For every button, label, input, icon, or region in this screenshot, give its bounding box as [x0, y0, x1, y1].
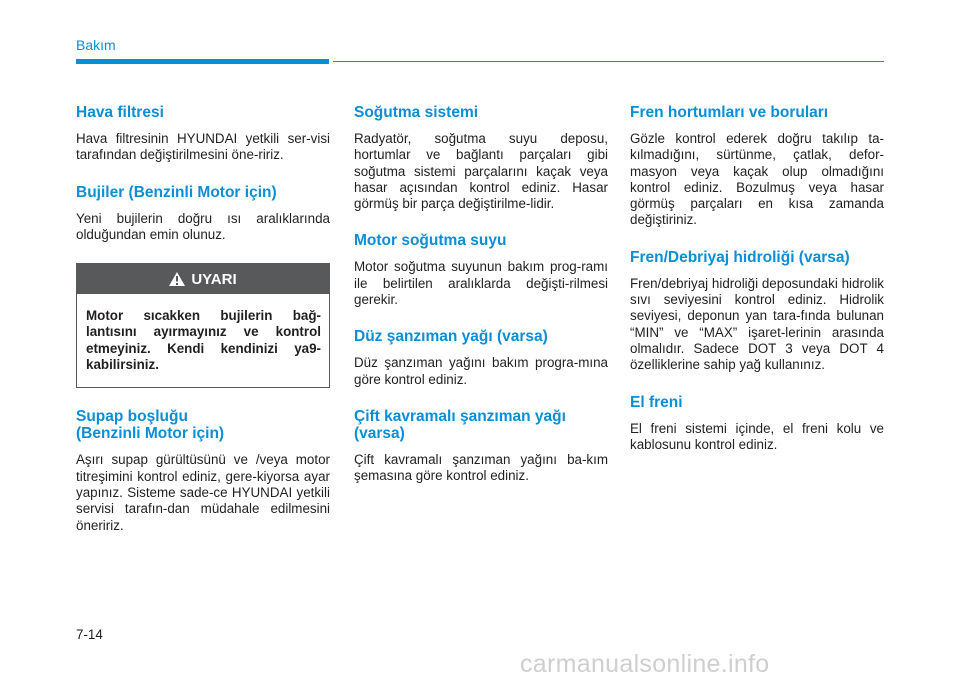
- warning-header: [77, 264, 329, 294]
- heading-dct-oil: [354, 408, 608, 442]
- heading-air-filter: Hava filtresi: [76, 104, 164, 121]
- heading-cooling-system: Soğutma sistemi: [354, 104, 479, 121]
- watermark: carmanualsonline.info: [520, 650, 770, 678]
- heading-parking-brake: El freni: [630, 393, 683, 411]
- column-right: [630, 104, 884, 473]
- header-rule-thin: [333, 61, 884, 62]
- text-parking-brake: El freni sistemi içinde, el freni kolu ve kablosunu kontrol ediniz.: [630, 420, 884, 452]
- text-spark-plugs: Yeni bujilerin doğru ısı aralıklarında olduğundan emin olunuz.: [76, 210, 330, 242]
- page-number: 7-14: [76, 627, 103, 642]
- text-engine-coolant: Motor soğutma suyunun bakım prog-ramı ile belirtilen aralıklarda değişti-rilmesi gerekir.: [354, 259, 608, 308]
- heading-brake-hoses: Fren hortumları ve boruları: [630, 104, 829, 121]
- header-rule-thick: [76, 59, 329, 64]
- column-left: [76, 104, 330, 554]
- heading-valve-clearance-line2: (Benzinli Motor için): [76, 425, 225, 443]
- text-air-filter: Hava filtresinin HYUNDAI yetkili ser-visi tarafından değiştirilmesini öne-ririz.: [76, 131, 330, 163]
- text-brake-clutch-fluid: Fren/debriyaj hidroliği deposundaki hidrolik sıvı seviyesini kontrol ediniz. Hidrolik seviyesi, deponun yan tara-fında bulunan “MIN” ve “MAX” işaret-lerinin arasında olmalıdır. Sadece DOT 3 veya DOT 4 özelliklerine sahip yağ kullanınız.: [630, 275, 884, 373]
- text-manual-transmission-oil: Düz şanzıman yağını bakım progra-mına göre kontrol ediniz.: [354, 355, 608, 387]
- heading-manual-transmission-oil: Düz şanzıman yağı (varsa): [354, 328, 548, 346]
- warning-title: UYARI: [191, 270, 237, 288]
- warning-box: [76, 263, 330, 388]
- heading-engine-coolant: Motor soğutma suyu: [354, 232, 507, 250]
- heading-spark-plugs: Bujiler (Benzinli Motor için): [76, 183, 277, 201]
- text-brake-hoses: Gözle kontrol ederek doğru takılıp ta-kılmadığını, sürtünme, çatlak, defor-masyon veya kaçak olup olmadığını kontrol ediniz. Bozulmuş veya hasar görmüş parçaları en kısa zamanda değiştiriniz.: [630, 131, 884, 228]
- text-dct-oil: Çift kavramalı şanzıman yağını ba-kım şemasına göre kontrol ediniz.: [354, 451, 608, 484]
- heading-valve-clearance-line1: Supap boşluğu: [76, 408, 188, 426]
- warning-triangle-icon: [169, 272, 185, 286]
- heading-brake-clutch-fluid: Fren/Debriyaj hidroliği (varsa): [630, 248, 850, 266]
- text-valve-clearance: Aşırı supap gürültüsünü ve /veya motor titreşimini kontrol ediniz, gere-kiyorsa ayar yapınız. Sisteme sade-ce HYUNDAI yetkili servisi tarafın-dan müdahale edilmesini öneririz.: [76, 452, 330, 533]
- heading-dct-oil-line1: Çift kavramalı şanzıman yağı: [354, 407, 566, 425]
- text-cooling-system: Radyatör, soğutma suyu deposu, hortumlar ve bağlantı parçaları gibi soğutma sistemi parçalarını kaçak veya hasar açısından kontrol ediniz. Hasar görmüş bir parça değiştirilme-lidir.: [354, 131, 608, 212]
- warning-text: Motor sıcakken bujilerin bağ-lantısını ayırmayınız ve kontrol etmeyiniz. Kendi kendinizi ya9-kabilirsiniz.: [86, 308, 321, 373]
- column-middle: [354, 104, 608, 505]
- section-title: Bakım: [76, 37, 116, 53]
- heading-dct-oil-line2: (varsa): [354, 424, 405, 442]
- heading-valve-clearance: [76, 408, 330, 442]
